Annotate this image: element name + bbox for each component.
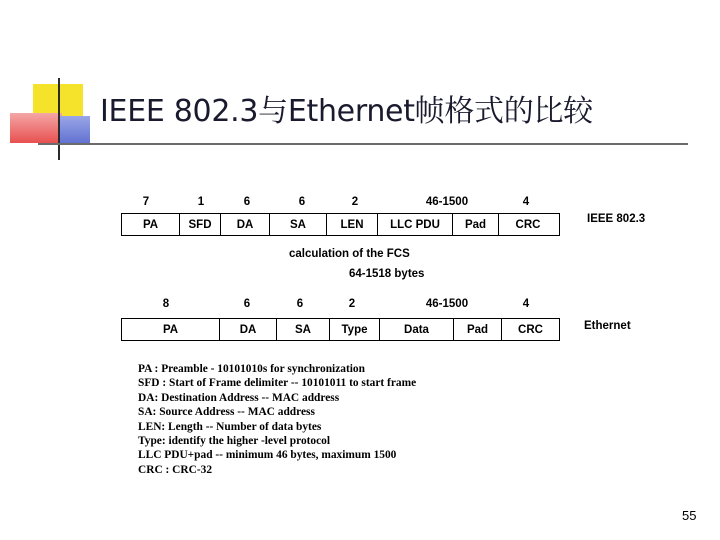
ieee-length-sfd: 1 <box>197 196 205 208</box>
ieee-length-da: 6 <box>243 196 251 208</box>
ieee-length-crc: 4 <box>522 196 530 208</box>
title-deco-blue-square <box>58 116 90 144</box>
page-title: IEEE 802.3与Ethernet帧格式的比较 <box>100 94 593 129</box>
ieee-field-crc: CRC <box>498 214 557 235</box>
ethernet-length-type: 2 <box>348 298 356 310</box>
field-legend <box>138 362 416 477</box>
ieee-field-llc-pdu: LLC PDU <box>377 214 452 235</box>
ethernet-field-type: Type <box>329 319 379 340</box>
ieee-802-3-frame <box>121 213 560 236</box>
ieee-length-len: 2 <box>351 196 359 208</box>
ieee-length-pa: 7 <box>142 196 150 208</box>
fcs-calculation-label: calculation of the FCS <box>289 248 410 260</box>
frame-size-range-label: 64-1518 bytes <box>349 268 425 280</box>
legend-line-len: LEN: Length -- Number of data bytes <box>138 420 322 433</box>
ethernet-field-sa: SA <box>276 319 329 340</box>
legend-line-da: DA: Destination Address -- MAC address <box>138 391 340 404</box>
ieee-length-sa: 6 <box>298 196 306 208</box>
title-underline <box>38 143 688 145</box>
ieee-field-pa: PA <box>142 218 159 231</box>
ethernet-field-da: DA <box>219 319 276 340</box>
legend-line-crc: CRC : CRC-32 <box>138 463 213 476</box>
ethernet-length-crc: 4 <box>522 298 530 310</box>
ieee-field-sa: SA <box>269 214 326 235</box>
ieee-length-llc-pdu: 46-1500 <box>425 196 469 208</box>
legend-line-type: Type: identify the higher -level protocol <box>138 435 331 448</box>
ethernet-length-pa: 8 <box>162 298 170 310</box>
ethernet-length-sa: 6 <box>296 298 304 310</box>
legend-line-sfd: SFD : Start of Frame delimiter -- 10101011 to start frame <box>138 377 417 390</box>
ethernet-field-crc: CRC <box>501 319 559 340</box>
ieee-802-3-label: IEEE 802.3 <box>587 213 646 225</box>
legend-line-pa: PA : Preamble - 10101010s for synchronization <box>138 363 365 375</box>
ethernet-length-da: 6 <box>243 298 251 310</box>
ieee-field-pad: Pad <box>452 214 498 235</box>
ethernet-frame <box>121 318 560 341</box>
title-deco-vertical-line <box>58 78 60 160</box>
ethernet-field-pad: Pad <box>453 319 501 340</box>
legend-line-sa: SA: Source Address -- MAC address <box>138 406 315 419</box>
ieee-field-len: LEN <box>326 214 377 235</box>
ethernet-field-pa: PA <box>162 323 179 336</box>
ethernet-length-data: 46-1500 <box>425 298 469 310</box>
ethernet-label: Ethernet <box>584 320 631 332</box>
ethernet-field-data: Data <box>379 319 453 340</box>
ieee-field-da: DA <box>220 214 269 235</box>
page-number: 55 <box>682 508 697 523</box>
ieee-field-sfd: SFD <box>179 214 220 235</box>
title-deco-red-square <box>10 113 62 143</box>
legend-line-llc-pdu: LLC PDU+pad -- minimum 46 bytes, maximum 1500 <box>138 449 397 462</box>
